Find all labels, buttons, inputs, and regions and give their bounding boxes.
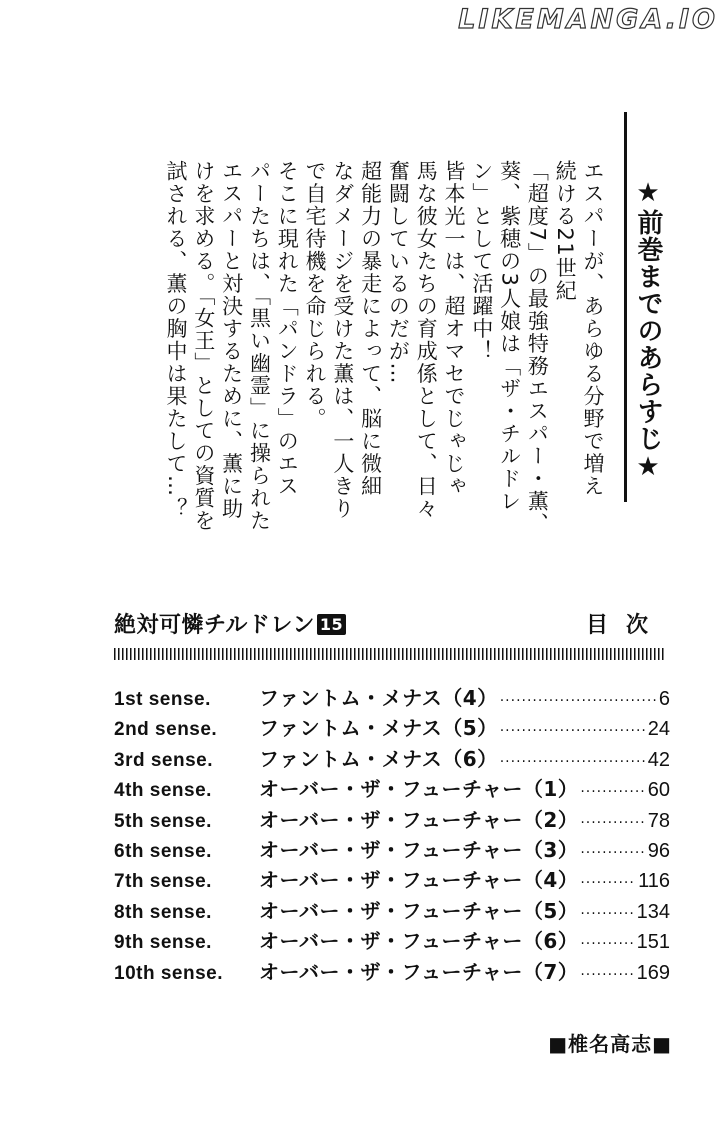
synopsis-line: そこに現れた「パンドラ」のエス (275, 160, 300, 498)
synopsis-section (96, 112, 672, 535)
chapter-number: 8th sense. (114, 901, 212, 923)
dot-leader (580, 784, 645, 800)
toc-label: 目次 (585, 613, 666, 638)
chapter-page: 42 (647, 748, 670, 771)
series-title (114, 608, 346, 639)
chapter-title: オーバー・ザ・フューチャー（6） (259, 929, 579, 954)
synopsis-line: ン」として活躍中！ (469, 160, 494, 363)
dot-leader (580, 815, 645, 831)
chapter-number: 6th sense. (114, 840, 212, 862)
chapter-title: ファントム・メナス（4） (259, 686, 498, 710)
toc-entry[interactable] (114, 925, 670, 955)
dot-leader (580, 936, 634, 952)
toc-entry[interactable] (114, 712, 670, 742)
chapter-number: 7th sense. (114, 871, 212, 893)
toc-entry[interactable] (114, 956, 670, 986)
chapter-number: 5th sense. (114, 810, 212, 832)
chapter-title: オーバー・ザ・フューチャー（2） (259, 807, 579, 832)
toc-entry[interactable] (114, 834, 670, 864)
toc-entry[interactable] (114, 804, 670, 834)
chapter-title: オーバー・ザ・フューチャー（3） (259, 837, 579, 862)
series-title-text: 絶対可憐チルドレン (114, 613, 315, 638)
dot-leader (580, 906, 634, 922)
synopsis-line: で自宅待機を命じられる。 (303, 160, 328, 430)
dot-leader (500, 693, 657, 709)
chapter-number: 9th sense. (114, 932, 212, 954)
synopsis-line: エスパーと対決するために、薫に助 (219, 160, 244, 520)
synopsis-heading: ★前巻までのあらすじ★ (624, 112, 672, 502)
toc-divider (114, 648, 666, 660)
synopsis-line: エスパーが、あらゆる分野で増え (581, 160, 605, 498)
chapter-page: 116 (638, 870, 670, 893)
chapter-number: 10th sense. (114, 962, 223, 984)
synopsis-line: なダメージを受けた薫は、一人きり (330, 160, 355, 520)
synopsis-line: 馬な彼女たちの育成係として、日々 (414, 160, 439, 520)
volume-badge: 15 (317, 614, 346, 635)
synopsis-line: パーたちは、「黒い幽霊」に操られた (247, 160, 272, 532)
dot-leader (580, 875, 636, 891)
chapter-page: 134 (636, 900, 670, 923)
synopsis-line: 超能力の暴走によって、脳に微細 (358, 160, 383, 498)
chapter-number: 4th sense. (114, 780, 212, 802)
synopsis-line: 「超度7」の最強特務エスパー・薫、 (525, 160, 550, 535)
synopsis-line: 葵、紫穂の3人娘は「ザ・チルドレ (497, 160, 522, 513)
dot-leader (500, 754, 646, 770)
dot-leader (580, 967, 634, 983)
dot-leader (500, 723, 646, 739)
chapter-page: 6 (658, 688, 670, 710)
chapter-number: 1st sense. (114, 689, 211, 710)
chapter-title: オーバー・ザ・フューチャー（5） (259, 898, 579, 923)
author-credit: ■椎名高志■ (548, 1032, 672, 1056)
synopsis-line: けを求める。「女王」としての資質を (191, 160, 216, 532)
chapter-title: ファントム・メナス（6） (259, 746, 498, 771)
toc-entry[interactable] (114, 682, 670, 712)
chapter-title: オーバー・ザ・フューチャー（1） (259, 777, 579, 802)
chapter-number: 2nd sense. (114, 719, 218, 741)
toc-entry[interactable] (114, 773, 670, 803)
toc-list (114, 682, 670, 986)
chapter-title: オーバー・ザ・フューチャー（4） (259, 868, 579, 893)
site-watermark: LIKEMANGA.IO (458, 4, 718, 35)
chapter-page: 151 (636, 931, 670, 954)
chapter-page: 78 (647, 809, 670, 832)
toc-entry[interactable] (114, 895, 670, 925)
synopsis-line: 続ける21世紀 (553, 160, 578, 303)
chapter-title: ファントム・メナス（5） (259, 716, 498, 741)
chapter-page: 169 (636, 961, 670, 984)
synopsis-line: 皆本光一は、超オマセでじゃじゃ (442, 160, 467, 498)
chapter-title: オーバー・ザ・フューチャー（7） (259, 959, 579, 984)
chapter-number: 3rd sense. (114, 749, 213, 771)
synopsis-line: 奮闘しているのだが… (386, 160, 411, 385)
chapter-page: 96 (647, 839, 670, 862)
dot-leader (580, 845, 645, 861)
toc-header (114, 608, 666, 644)
toc-entry[interactable] (114, 743, 670, 773)
synopsis-line: 試される、薫の胸中は果たして…？ (164, 160, 189, 520)
toc-entry[interactable] (114, 864, 670, 894)
synopsis-body (116, 160, 606, 535)
chapter-page: 60 (647, 779, 670, 802)
chapter-page: 24 (647, 718, 670, 741)
